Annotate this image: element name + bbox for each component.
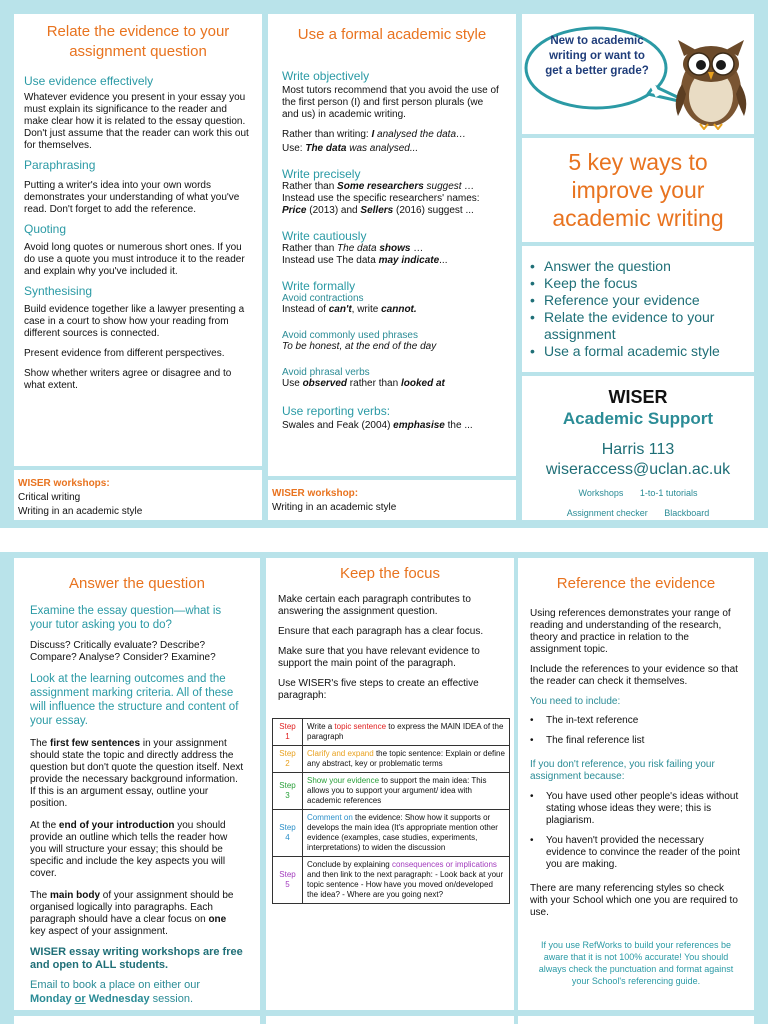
step-row <box>273 857 510 904</box>
list-item: • The in-text reference <box>530 715 742 727</box>
step-description <box>303 773 510 810</box>
refworks-note: If you use RefWorks to build your references be aware that it is not 100% accurate! You should always check the punctuation and format against your School's referencing guide. <box>538 940 734 986</box>
step-text: Conclude by explaining <box>307 860 392 869</box>
example-line: Rather than Some researchers suggest … <box>282 181 475 192</box>
example-line: To be honest, at the end of the day <box>282 341 437 352</box>
workshop-label: WISER workshop: <box>272 488 359 499</box>
step-number: 1 <box>285 732 290 741</box>
intro-text: Look at the learning outcomes and the assignment marking criteria. All of these will influence the structure and content of your essay. <box>30 673 239 727</box>
step-word: Step <box>279 781 296 790</box>
step-row <box>273 746 510 773</box>
key-way-item: • Reference your evidence <box>524 292 752 309</box>
panel-relate-evidence <box>14 14 262 466</box>
sub-heading: Avoid phrasal verbs <box>282 367 370 378</box>
list-item: • You haven't provided the necessary evidence to convince the reader of the point you are making. <box>530 835 742 871</box>
section-text: Ensure that each paragraph has a clear focus. <box>278 626 484 637</box>
section-text: The main body of your assignment should be organised logically into paragraphs. Each paragraph should have a clear focus on one key aspect of your assignment. <box>30 890 234 937</box>
section-heading: Paraphrasing <box>24 158 96 172</box>
section-heading: Use reporting verbs: <box>282 404 391 418</box>
step-row <box>273 773 510 810</box>
section-text: At the end of your introduction you should provide an outline which tells the reader how you will structure your essay; this should be specific and include the key aspects you will cover. <box>30 820 228 879</box>
section-text: Putting a writer's idea into your own words demonstrates your understanding of what you've read. Don't forget to add the reference. <box>24 180 240 215</box>
step-description <box>303 746 510 773</box>
section-text: Avoid long quotes or numerous short ones. If you do use a quote you must introduce it to the reader and explain why you've included it. <box>24 242 245 277</box>
section-heading: Write precisely <box>282 167 361 181</box>
section-heading: Quoting <box>24 222 67 236</box>
sub-heading: If you don't reference, you risk failing your assignment because: <box>530 759 715 782</box>
link-workshops[interactable]: Workshops <box>578 488 624 498</box>
key-way-item: • Use a formal academic style <box>524 343 752 360</box>
section-text: Show whether writers agree or disagree and to what extent. <box>24 368 232 391</box>
step-description <box>303 719 510 746</box>
step-number: 4 <box>285 833 290 842</box>
support-heading: Academic Support <box>562 409 714 428</box>
panel-key-ways <box>522 246 754 372</box>
section-text: Use WISER's five steps to create an effective paragraph: <box>278 678 479 701</box>
main-title: 5 key ways to improve your academic writing <box>552 149 724 231</box>
step-highlight: topic sentence <box>334 722 387 731</box>
workshop-item[interactable]: Writing in an academic style <box>18 506 143 517</box>
panel-keep-focus <box>266 558 514 1010</box>
example-line: Swales and Feak (2004) emphasise the ... <box>282 420 473 431</box>
panel-strip <box>518 1016 754 1024</box>
wiser-heading: WISER <box>608 387 668 407</box>
step-row <box>273 719 510 746</box>
room-number: Harris 113 <box>601 441 675 458</box>
step-label <box>273 719 303 746</box>
section-heading: Use evidence effectively <box>24 74 154 88</box>
section-text: Make sure that you have relevant evidence to support the main point of the paragraph. <box>278 646 480 669</box>
step-label <box>273 810 303 857</box>
panel-main-title <box>522 138 754 242</box>
speech-bubble-text: New to academic writing or want to get a better grade? <box>545 35 649 77</box>
workshop-item[interactable]: Critical writing <box>18 492 81 503</box>
step-text: and then link to the next paragraph: - Look back at your topic sentence - How have you moved on/developed the idea? - Where are you going next? <box>307 870 504 899</box>
panel-strip <box>266 1016 514 1024</box>
step-number: 2 <box>285 759 290 768</box>
service-links <box>530 488 746 498</box>
section-text: Whatever evidence you present in your essay you must explain its significance to the reader and make clear how it is related to the essay question. Don't just assume that the reader can work this out for themselves. <box>24 92 249 151</box>
section-heading: Write objectively <box>282 69 370 83</box>
panel-reference-evidence <box>518 558 754 1010</box>
section-heading: Synthesising <box>24 284 93 298</box>
booking-text: Email to book a place on either our Monday or Wednesday session. <box>30 979 200 1005</box>
step-word: Step <box>279 722 296 731</box>
owl-icon <box>670 30 752 130</box>
key-ways-list <box>524 258 752 360</box>
workshop-promo: WISER essay writing workshops are free and open to ALL students. <box>30 946 243 971</box>
step-word: Step <box>279 870 296 879</box>
example-line: Rather than writing: I analysed the data… <box>282 129 467 140</box>
step-text: Write a <box>307 722 335 731</box>
section-text: Make certain each paragraph contributes to answering the assignment question. <box>278 594 471 617</box>
risk-list <box>530 791 742 871</box>
example-line: Price (2013) and Sellers (2016) suggest ... <box>282 205 474 216</box>
link-blackboard[interactable]: Blackboard <box>664 508 710 518</box>
section-text: The first few sentences in your assignment should state the topic and directly address the question but don't quote the question itself. Next provide the necessary background information. If this is an argument essay, outline your position. <box>30 738 244 809</box>
panel-wiser-contact <box>522 376 754 520</box>
link-assignment-checker[interactable]: Assignment checker <box>566 508 648 518</box>
workshop-label: WISER workshops: <box>18 478 110 489</box>
step-row <box>273 810 510 857</box>
link-tutorials[interactable]: 1-to-1 tutorials <box>639 488 698 498</box>
key-way-item: • Answer the question <box>524 258 752 275</box>
sub-heading: Avoid commonly used phrases <box>282 330 418 341</box>
intro-text: Examine the essay question—what is your tutor asking you to do? <box>30 605 222 631</box>
section-text: There are many referencing styles so check with your School which one you are required to use. <box>530 883 738 918</box>
panel-owl <box>522 14 754 134</box>
panel-workshops-1 <box>14 470 262 520</box>
section-heading: Write formally <box>282 279 356 293</box>
step-label <box>273 857 303 904</box>
step-highlight: Show your evidence <box>307 776 380 785</box>
step-text: the evidence: Show how it supports or develops the main idea (It's appropriate mention other evidence (examples, case studies, experiments, interpretations) to widen the discussion <box>307 813 498 852</box>
step-text: to express the MAIN IDEA of the paragraph <box>307 722 504 741</box>
step-description <box>303 857 510 904</box>
step-highlight: Clarify and expand <box>307 749 374 758</box>
section-heading: Write cautiously <box>282 229 367 243</box>
steps-table <box>272 718 510 904</box>
step-text: the topic sentence: Explain or define any abstract, key or problematic terms <box>307 749 505 768</box>
example-line: Use observed rather than looked at <box>282 378 445 389</box>
list-item: • You have used other people's ideas without stating whose ideas they were; this is plagiarism. <box>530 791 742 827</box>
step-word: Step <box>279 749 296 758</box>
section-text: Discuss? Critically evaluate? Describe? Compare? Analyse? Consider? Examine? <box>30 640 216 663</box>
section-text: Build evidence together like a lawyer presenting a case in a court to show how your reading from different sources is connected. <box>24 304 245 339</box>
panel-title: Use a formal academic style <box>297 26 487 43</box>
panel-answer-question <box>14 558 260 1010</box>
example-line: Rather than The data shows … <box>282 243 424 254</box>
email-link[interactable]: wiseraccess@uclan.ac.uk <box>545 461 731 478</box>
service-links <box>530 508 746 518</box>
step-highlight: consequences or implications <box>391 860 497 869</box>
panel-formal-style <box>268 14 516 476</box>
step-number: 5 <box>285 880 290 889</box>
section-text: Using references demonstrates your range of reading and understanding of the research, theory and practice in relation to the assignment topic. <box>530 608 731 655</box>
section-text: Most tutors recommend that you avoid the use of the first person (I) and first person plurals (we and us) in academic writing. <box>282 85 499 120</box>
sub-heading: You need to include: <box>530 696 621 707</box>
panel-workshops-2 <box>268 480 516 520</box>
key-way-item: • Relate the evidence to your assignment <box>524 309 752 343</box>
example-line: Use: The data was analysed... <box>282 143 419 154</box>
step-number: 3 <box>285 791 290 800</box>
panel-title: Reference the evidence <box>556 575 716 592</box>
step-description <box>303 810 510 857</box>
example-line: Instead use The data may indicate... <box>282 255 448 266</box>
panel-title: Relate the evidence to your assignment question <box>46 23 230 60</box>
sub-heading: Avoid contractions <box>282 293 364 304</box>
key-way-item: • Keep the focus <box>524 275 752 292</box>
step-label <box>273 773 303 810</box>
section-text: Instead use the specific researchers' names: <box>282 193 480 204</box>
step-label <box>273 746 303 773</box>
need-list <box>530 715 742 747</box>
panel-strip <box>14 1016 260 1024</box>
page-divider <box>0 528 768 552</box>
step-highlight: Comment on <box>307 813 353 822</box>
list-item: • The final reference list <box>530 735 742 747</box>
section-text: Include the references to your evidence so that the reader can check it themselves. <box>530 664 738 687</box>
step-word: Step <box>279 823 296 832</box>
step-text: to support the main idea: This allows you to support your argument/ idea with academic references <box>307 776 487 805</box>
panel-title: Answer the question <box>69 575 205 592</box>
section-text: Present evidence from different perspectives. <box>24 348 225 359</box>
panel-title: Keep the focus <box>339 565 441 582</box>
workshop-item[interactable]: Writing in an academic style <box>272 502 397 513</box>
example-line: Instead of can't, write cannot. <box>282 304 417 315</box>
